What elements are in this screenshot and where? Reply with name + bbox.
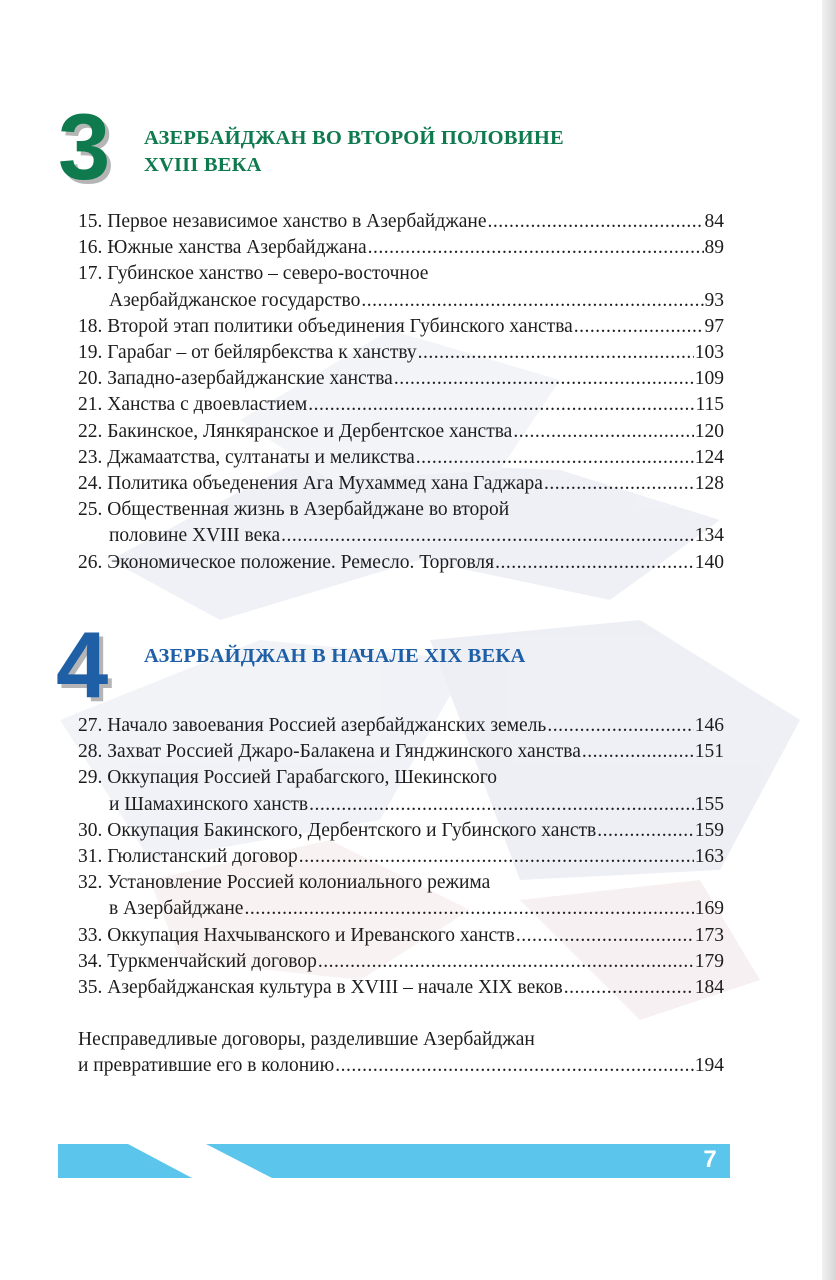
dot-leader <box>582 739 694 765</box>
chapter-3-entries <box>78 209 724 576</box>
entry-title-continued: и превратившие его в колонию <box>78 1055 335 1077</box>
page-ref: 115 <box>695 394 724 416</box>
chapter-title <box>144 125 664 179</box>
entry-title: 17. Губинское ханство – северо-восточное <box>78 263 429 285</box>
toc-entry[interactable] <box>78 949 724 975</box>
dot-leader <box>516 923 694 949</box>
toc-entry[interactable] <box>78 870 724 922</box>
dot-leader <box>335 1053 694 1079</box>
toc-entry[interactable] <box>78 765 724 817</box>
entry-title-continued: в Азербайджане <box>109 898 244 920</box>
chapter-number: 3 <box>58 94 111 199</box>
page-ref: 89 <box>704 237 724 259</box>
page-number: 7 <box>703 1146 717 1173</box>
chapter-4-entries <box>78 713 724 1001</box>
toc-entry[interactable] <box>78 209 724 235</box>
dot-leader <box>574 314 704 340</box>
footer-band-left <box>58 1144 192 1178</box>
entry-title: 35. Азербайджанская культура в XVIII – начале XIX веков <box>78 977 563 999</box>
chapter-number: 4 <box>56 612 109 717</box>
toc-entry[interactable] <box>78 235 724 261</box>
page-ref: 194 <box>694 1055 724 1077</box>
dot-leader <box>299 844 694 870</box>
chapter-title <box>144 643 664 670</box>
page-ref: 109 <box>694 368 724 390</box>
toc-entry[interactable] <box>78 471 724 497</box>
page-ref: 155 <box>694 793 724 815</box>
page-ref: 97 <box>704 315 724 337</box>
dot-leader <box>564 975 694 1001</box>
page-ref: 84 <box>704 211 724 232</box>
entry-title: 23. Джамаатства, султанаты и меликства <box>78 446 415 468</box>
entry-title-continued: и Шамахинского ханств <box>109 793 309 815</box>
toc-entry[interactable] <box>78 392 724 418</box>
entry-title: 34. Туркменчайский договор <box>78 950 317 972</box>
page-ref: 163 <box>694 846 724 868</box>
dot-leader <box>318 949 694 975</box>
entry-title: 31. Гюлистанский договор <box>78 846 298 868</box>
entry-title: 28. Захват Россией Джаро-Балакена и Гянджинского ханства <box>78 741 581 763</box>
dot-leader <box>281 523 694 549</box>
page-ref: 124 <box>694 446 724 468</box>
toc-entry[interactable] <box>78 497 724 549</box>
appendix-entries <box>78 1027 724 1079</box>
entry-title-continued: половине XVIII века <box>109 525 281 547</box>
dot-leader <box>495 550 694 576</box>
toc-entry[interactable] <box>78 923 724 949</box>
page-ref: 169 <box>694 898 724 920</box>
page-ref: 184 <box>694 977 724 999</box>
entry-title: 24. Политика объеденения Ага Мухаммед хана Гаджара <box>78 473 543 495</box>
dot-leader <box>416 445 694 471</box>
entry-title: 20. Западно-азербайджанские ханства <box>78 368 393 390</box>
footer-band-right <box>206 1144 730 1178</box>
entry-title: 29. Оккупация Россией Гарабагского, Шекинского <box>78 767 498 789</box>
entry-title: Несправедливые договоры, разделившие Азербайджан <box>78 1029 535 1050</box>
dot-leader <box>544 471 694 497</box>
entry-title: 26. Экономическое положение. Ремесло. Торговля <box>78 551 495 573</box>
dot-leader <box>488 209 704 235</box>
toc-entry[interactable] <box>78 419 724 445</box>
entry-title: 33. Оккупация Нахчыванского и Иреванского ханств <box>78 924 515 946</box>
toc-entry[interactable] <box>78 713 724 739</box>
dot-leader <box>368 235 704 261</box>
toc-entry[interactable] <box>78 366 724 392</box>
toc-entry[interactable] <box>78 340 724 366</box>
entry-title: 32. Установление Россией колониального режима <box>78 872 491 894</box>
toc-entry[interactable] <box>78 550 724 576</box>
page-ref: 120 <box>694 420 724 442</box>
entry-title-continued: Азербайджанское государство <box>109 289 361 311</box>
entry-title: 15. Первое независимое ханство в Азербайджане <box>78 211 487 232</box>
dot-leader <box>309 792 694 818</box>
entry-title: 18. Второй этап политики объединения Губинского ханства <box>78 315 573 337</box>
page-ref: 93 <box>704 289 724 311</box>
page-ref: 173 <box>694 924 724 946</box>
dot-leader <box>244 896 693 922</box>
toc-entry[interactable] <box>78 739 724 765</box>
dot-leader <box>361 288 703 314</box>
entry-title: 27. Начало завоевания Россией азербайджанских земель <box>78 715 547 736</box>
dot-leader <box>513 419 693 445</box>
entry-title: 30. Оккупация Бакинского, Дербентского и Губинского ханств <box>78 819 597 841</box>
entry-title: 25. Общественная жизнь в Азербайджане во второй <box>78 499 510 521</box>
toc-entry[interactable] <box>78 314 724 340</box>
toc-entry[interactable] <box>78 1027 724 1079</box>
entry-title: 19. Гарабаг – от бейлярбекства к ханству <box>78 342 417 364</box>
dot-leader <box>394 366 694 392</box>
entry-title: 22. Бакинское, Лянкяранское и Дербентское ханства <box>78 420 513 442</box>
dot-leader <box>418 340 694 366</box>
entry-title: 21. Ханства с двоевластием <box>78 394 308 416</box>
toc-entry[interactable] <box>78 445 724 471</box>
toc-entry[interactable] <box>78 261 724 313</box>
chapter-title-line: АЗЕРБАЙДЖАН В НАЧАЛЕ XIX ВЕКА <box>144 645 526 667</box>
page-ref: 128 <box>694 473 724 495</box>
page-ref: 146 <box>694 715 724 736</box>
page-ref: 159 <box>694 819 724 841</box>
chapter-title-line: АЗЕРБАЙДЖАН ВО ВТОРОЙ ПОЛОВИНЕ <box>144 127 564 149</box>
toc-entry[interactable] <box>78 818 724 844</box>
page-ref: 151 <box>694 741 724 763</box>
entry-title: 16. Южные ханства Азербайджана <box>78 237 367 259</box>
page-ref: 179 <box>694 950 724 972</box>
dot-leader <box>597 818 693 844</box>
dot-leader <box>547 713 693 739</box>
page-ref: 103 <box>694 342 724 364</box>
chapter-title-line: XVIII ВЕКА <box>144 154 262 176</box>
toc-entry[interactable] <box>78 844 724 870</box>
dot-leader <box>308 392 694 418</box>
toc-entry[interactable] <box>78 975 724 1001</box>
page-ref: 140 <box>694 551 724 573</box>
page-ref: 134 <box>694 525 724 547</box>
